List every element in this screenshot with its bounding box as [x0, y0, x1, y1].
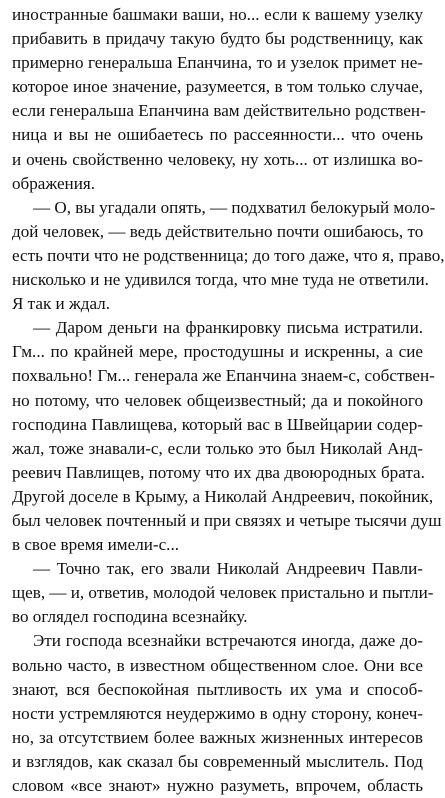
text-line: но, за отсутствием более важных жизненных интересов	[12, 727, 423, 747]
text-line: Гм... по крайней мере, простодушны и искренны, а сие	[12, 342, 423, 362]
text-line: во оглядел господина всезнайку.	[12, 607, 248, 627]
text-line: ница и вы не ошибаетесь по рассеянности... что очень	[12, 125, 423, 145]
text-line: щев, — и, ответив, молодой человек пристально и пытли-	[12, 583, 434, 603]
text-line: похвально! Гм... генерала же Епанчина знаем-с, собствен-	[12, 366, 435, 386]
text-line: словом «все знают» нужно разуметь, впрочем, область	[12, 776, 423, 795]
text-line: знают, вся беспокойная пытливость их ума и способ-	[12, 679, 423, 699]
text-line: господина Павлищева, который вас в Швейцарии содер-	[12, 414, 423, 434]
text-line: примерно генеральша Епанчина, то и узелок примет не-	[12, 53, 423, 73]
text-line: но потому, что человек общеизвестный; да и покойного	[12, 390, 423, 410]
text-line: которое иное значение, разумеется, в том только случае,	[12, 77, 423, 97]
text-line: — О, вы угадали опять, — подхватил белокурый моло-	[33, 197, 436, 217]
text-line: иностранные башмаки ваши, но... если к вашему узелку	[12, 5, 423, 24]
text-line: Другой доселе в Крыму, а Николай Андреевич, покойник,	[12, 486, 434, 506]
text-line: дой человек, — ведь действительно почти ошибаюсь, то	[12, 221, 424, 241]
text-line: был человек почтенный и при связях и четыре тысячи душ	[12, 510, 442, 530]
text-line: реевич Павлищев, потому что их два двоюродных брата.	[12, 462, 425, 482]
text-line: Я так и ждал.	[12, 294, 110, 314]
text-line: ображения.	[12, 173, 95, 193]
text-line: нисколько и не удивился тогда, что мне туда не ответили.	[12, 270, 429, 290]
text-line: — Даром деньги на франкировку письма истратили.	[33, 318, 423, 338]
text-line: вольно часто, в известном общественном слое. Они все	[12, 655, 423, 675]
text-line: — Точно так, его звали Николай Андреевич Павли-	[33, 559, 423, 579]
text-line: если генеральша Епанчина вам действительно родствен-	[12, 101, 426, 121]
text-line: и очень свойственно человеку, ну хоть... от излишка во-	[12, 149, 423, 169]
text-line: и взглядов, как сказал бы современный мыслитель. Под	[12, 751, 423, 771]
text-line: ности устремляются неудержимо в одну сторону, конеч-	[12, 703, 423, 723]
text-line: жал, тоже знавали-с, если только это был Николай Анд-	[12, 438, 423, 458]
text-line: прибавить в придачу такую будто бы родственницу, как	[12, 29, 423, 49]
text-line: Эти господа всезнайки встречаются иногда, даже до-	[33, 631, 423, 651]
text-line: в свое время имели-с...	[12, 535, 179, 555]
text-line: есть почти что не родственница; до того даже, что я, право,	[12, 245, 445, 265]
